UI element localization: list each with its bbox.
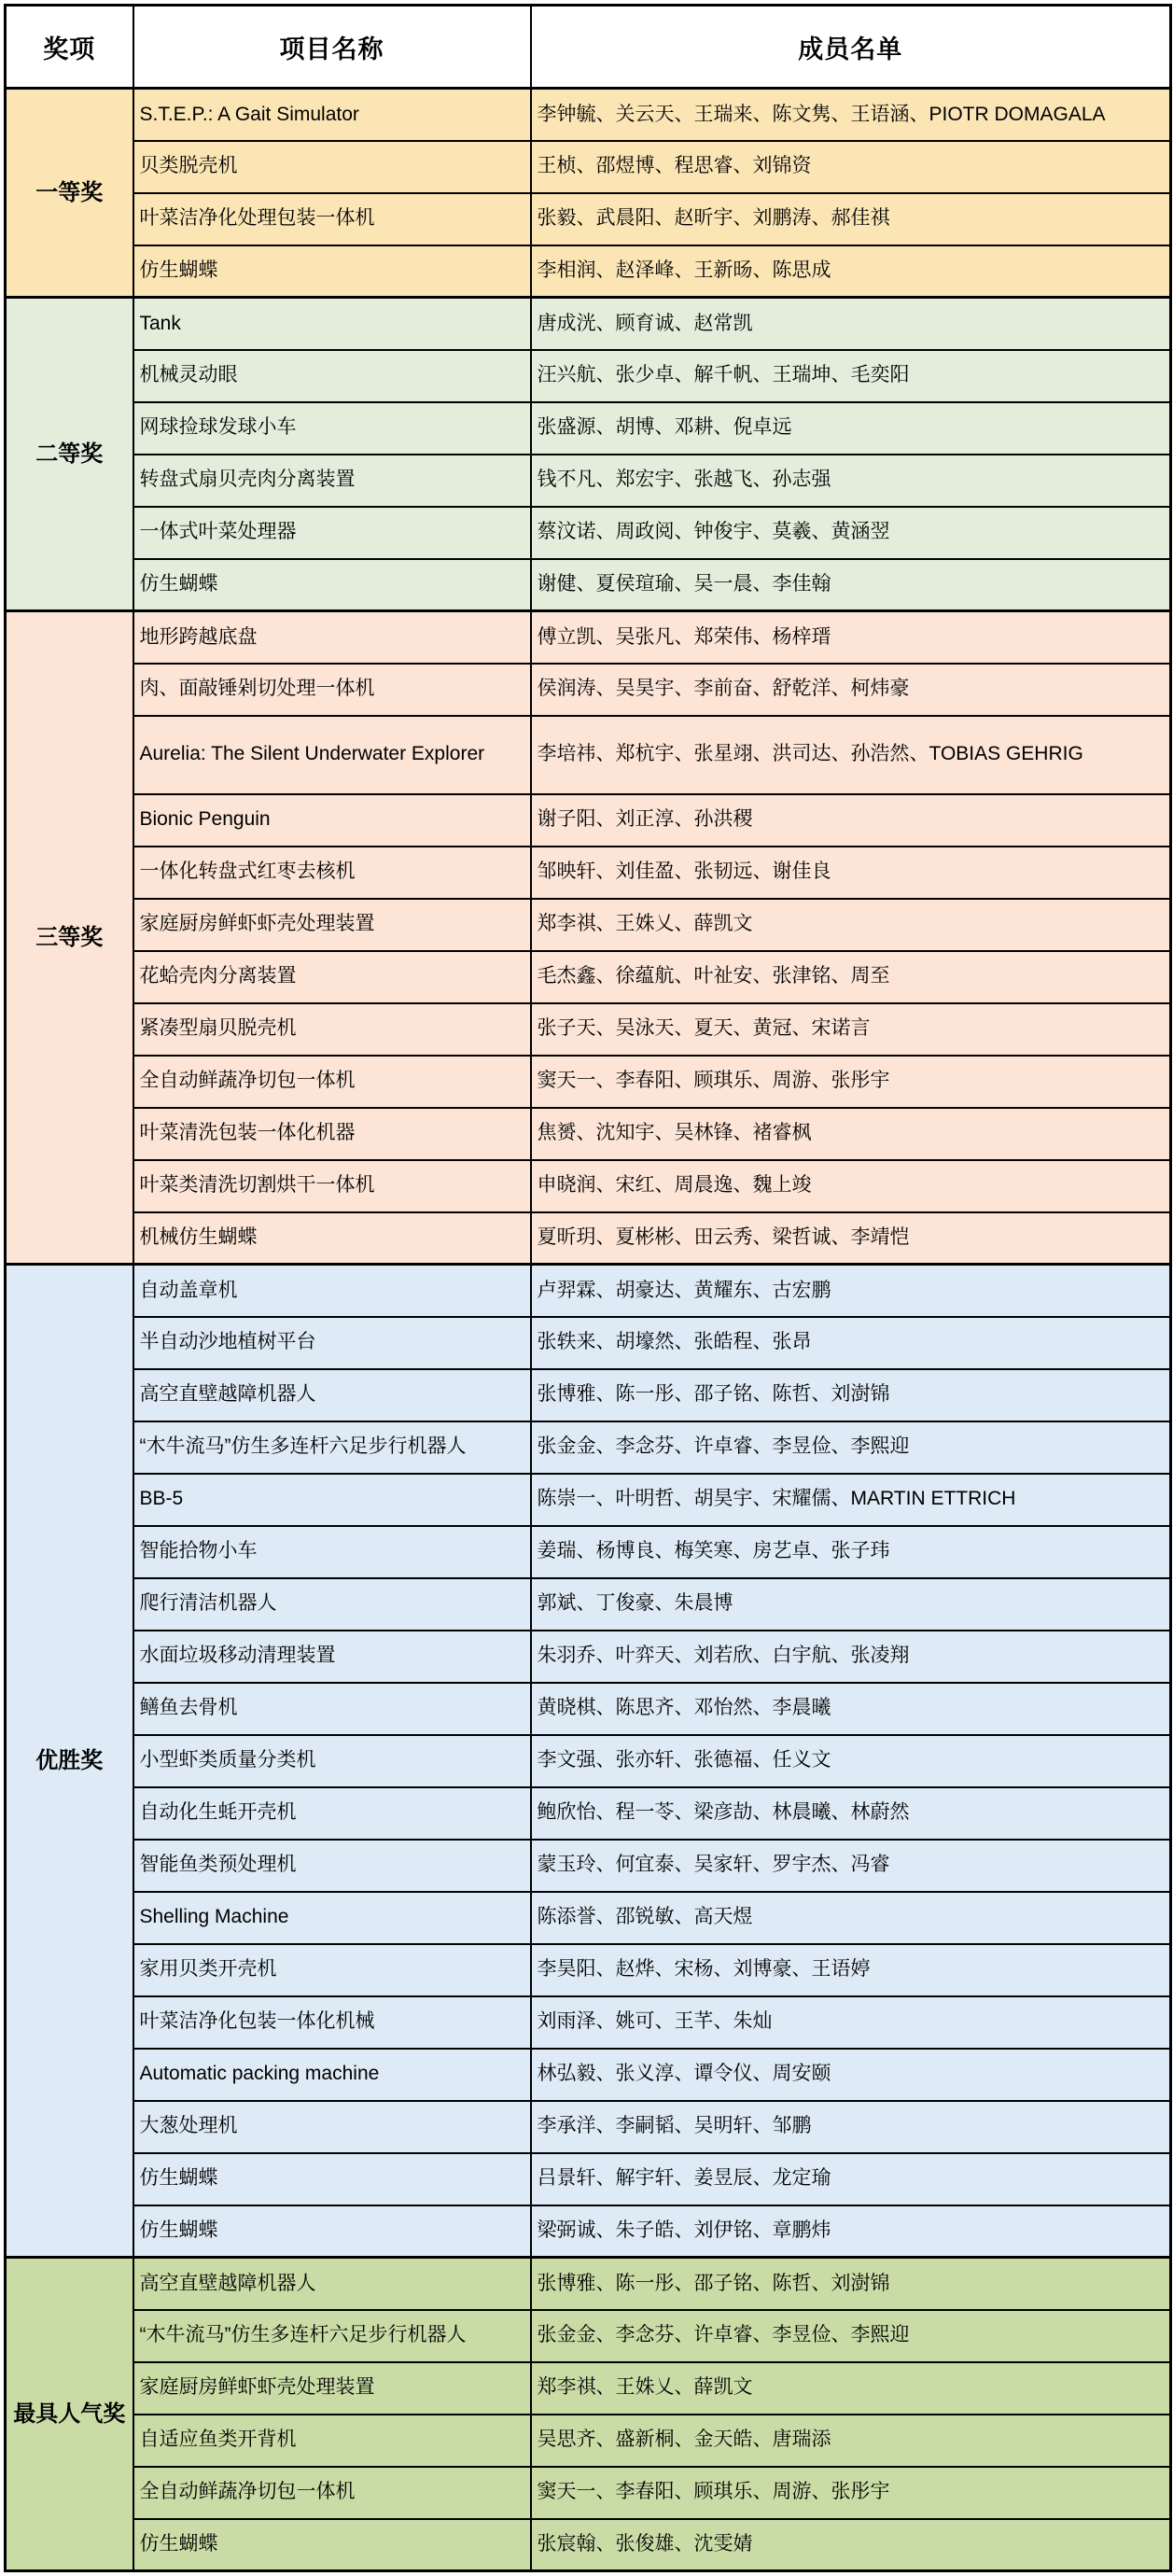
members-cell: 梁弼诚、朱子皓、刘伊铭、章鹏炜 [531,2205,1171,2258]
project-cell: “木牛流马”仿生多连杆六足步行机器人 [133,1421,531,1474]
table-row [6,1003,1171,1056]
table-row [6,1683,1171,1735]
project-cell: 叶菜清洗包装一体化机器 [133,1108,531,1160]
table-row [6,2153,1171,2205]
project-cell: 爬行清洁机器人 [133,1578,531,1631]
table-row [6,1996,1171,2049]
project-cell: Aurelia: The Silent Underwater Explorer [133,716,531,794]
members-cell: 姜瑞、杨博良、梅笑寒、房艺卓、张子玮 [531,1526,1171,1578]
members-cell: 郑李祺、王姝乂、薛凯文 [531,2362,1171,2415]
table-row [6,1526,1171,1578]
members-cell: 毛杰鑫、徐蕴航、叶祉安、张津铭、周至 [531,951,1171,1003]
members-cell: 陈崇一、叶明哲、胡昊宇、宋耀儒、MARTIN ETTRICH [531,1474,1171,1526]
project-cell: 网球捡球发球小车 [133,402,531,455]
members-cell: 申晓润、宋红、周晨逸、魏上竣 [531,1160,1171,1212]
members-cell: 张博雅、陈一彤、邵子铭、陈哲、刘澍锦 [531,2258,1171,2310]
project-cell: 叶菜洁净化包装一体化机械 [133,1996,531,2049]
members-cell: 刘雨泽、姚可、王芊、朱灿 [531,1996,1171,2049]
table-row [6,611,1171,664]
awards-table [4,4,1172,2572]
members-cell: 吴思齐、盛新桐、金天皓、唐瑞添 [531,2415,1171,2467]
members-cell: 王桢、邵煜博、程思睿、刘锦资 [531,141,1171,193]
table-row [6,899,1171,951]
table-row [6,2205,1171,2258]
table-row [6,245,1171,298]
project-cell: 仿生蝴蝶 [133,559,531,611]
table-row [6,1735,1171,1787]
table-row [6,507,1171,559]
table-row [6,794,1171,847]
members-cell: 谢子阳、刘正淳、孙洪稷 [531,794,1171,847]
members-cell: 钱不凡、郑宏宇、张越飞、孙志强 [531,455,1171,507]
table-row [6,716,1171,794]
project-cell: 自适应鱼类开背机 [133,2415,531,2467]
table-row [6,1212,1171,1265]
members-cell: 李昊阳、赵烨、宋杨、刘博豪、王语婷 [531,1944,1171,1996]
award-cell-second-prize: 二等奖 [6,298,133,611]
members-cell: 张金金、李念芬、许卓睿、李昱俭、李熙迎 [531,1421,1171,1474]
table-row [6,664,1171,716]
members-cell: 张轶来、胡壕然、张皓程、张昂 [531,1317,1171,1369]
header-award: 奖项 [6,6,133,89]
table-row [6,1317,1171,1369]
table-row [6,2519,1171,2571]
table-row [6,2310,1171,2362]
table-row [6,1578,1171,1631]
award-cell-third-prize: 三等奖 [6,611,133,1265]
project-cell: Bionic Penguin [133,794,531,847]
project-cell: 一体式叶菜处理器 [133,507,531,559]
project-cell: 高空直壁越障机器人 [133,2258,531,2310]
members-cell: 郑李祺、王姝乂、薛凯文 [531,899,1171,951]
members-cell: 汪兴航、张少卓、解千帆、王瑞坤、毛奕阳 [531,350,1171,402]
members-cell: 李承洋、李嗣韬、吴明轩、邹鹏 [531,2101,1171,2153]
project-cell: 高空直壁越障机器人 [133,1369,531,1421]
table-row [6,1056,1171,1108]
table-row [6,2049,1171,2101]
table-row [6,2101,1171,2153]
table-row [6,1840,1171,1892]
project-cell: 全自动鲜蔬净切包一体机 [133,1056,531,1108]
project-cell: 机械仿生蝴蝶 [133,1212,531,1265]
project-cell: 叶菜类清洗切割烘干一体机 [133,1160,531,1212]
members-cell: 窦天一、李春阳、顾琪乐、周游、张彤宇 [531,1056,1171,1108]
table-row [6,455,1171,507]
project-cell: 家用贝类开壳机 [133,1944,531,1996]
award-cell-popularity-prize: 最具人气奖 [6,2258,133,2571]
members-cell: 傅立凯、吴张凡、郑荣伟、杨梓瑨 [531,611,1171,664]
project-cell: 转盘式扇贝壳肉分离装置 [133,455,531,507]
project-cell: 紧凑型扇贝脱壳机 [133,1003,531,1056]
table-row [6,2467,1171,2519]
members-cell: 张金金、李念芬、许卓睿、李昱俭、李熙迎 [531,2310,1171,2362]
table-row [6,141,1171,193]
project-cell: 智能鱼类预处理机 [133,1840,531,1892]
table-row [6,951,1171,1003]
members-cell: 窦天一、李春阳、顾琪乐、周游、张彤宇 [531,2467,1171,2519]
table-row [6,1265,1171,1317]
members-cell: 李钟毓、关云天、王瑞来、陈文隽、王语涵、PIOTR DOMAGALA [531,89,1171,141]
members-cell: 郭斌、丁俊豪、朱晨博 [531,1578,1171,1631]
members-cell: 张博雅、陈一彤、邵子铭、陈哲、刘澍锦 [531,1369,1171,1421]
members-cell: 吕景轩、解宇轩、姜昱辰、龙定瑜 [531,2153,1171,2205]
project-cell: 全自动鲜蔬净切包一体机 [133,2467,531,2519]
members-cell: 张盛源、胡博、邓耕、倪卓远 [531,402,1171,455]
members-cell: 黄晓棋、陈思齐、邓怡然、李晨曦 [531,1683,1171,1735]
project-cell: 大葱处理机 [133,2101,531,2153]
project-cell: 贝类脱壳机 [133,141,531,193]
table-row [6,402,1171,455]
table-row [6,1474,1171,1526]
project-cell: 半自动沙地植树平台 [133,1317,531,1369]
table-header-row [6,6,1171,89]
table-row [6,193,1171,245]
members-cell: 李培祎、郑杭宇、张星翊、洪司达、孙浩然、TOBIAS GEHRIG [531,716,1171,794]
table-row [6,847,1171,899]
members-cell: 邹映轩、刘佳盈、张韧远、谢佳良 [531,847,1171,899]
members-cell: 张宸翰、张俊雄、沈雯婧 [531,2519,1171,2571]
header-members: 成员名单 [531,6,1171,89]
table-row [6,1787,1171,1840]
table-row [6,2415,1171,2467]
project-cell: 叶菜洁净化处理包装一体机 [133,193,531,245]
project-cell: BB-5 [133,1474,531,1526]
table-row [6,2362,1171,2415]
members-cell: 朱羽乔、叶弈天、刘若欣、白宇航、张凌翔 [531,1631,1171,1683]
table-row [6,1108,1171,1160]
project-cell: 仿生蝴蝶 [133,245,531,298]
project-cell: “木牛流马”仿生多连杆六足步行机器人 [133,2310,531,2362]
members-cell: 蒙玉玲、何宜泰、吴家轩、罗宇杰、冯睿 [531,1840,1171,1892]
project-cell: 自动化生蚝开壳机 [133,1787,531,1840]
table-row [6,89,1171,141]
award-cell-first-prize: 一等奖 [6,89,133,298]
project-cell: 花蛤壳肉分离装置 [133,951,531,1003]
members-cell: 卢羿霖、胡豪达、黄耀东、古宏鹏 [531,1265,1171,1317]
table-row [6,1421,1171,1474]
members-cell: 林弘毅、张义淳、谭令仪、周安颐 [531,2049,1171,2101]
project-cell: Shelling Machine [133,1892,531,1944]
members-cell: 焦赟、沈知宇、吴林锋、褚睿枫 [531,1108,1171,1160]
project-cell: Automatic packing machine [133,2049,531,2101]
members-cell: 李相润、赵泽峰、王新旸、陈思成 [531,245,1171,298]
project-cell: 一体化转盘式红枣去核机 [133,847,531,899]
table-row [6,1944,1171,1996]
table-row [6,350,1171,402]
table-row [6,1631,1171,1683]
table-row [6,559,1171,611]
project-cell: 家庭厨房鲜虾虾壳处理装置 [133,899,531,951]
project-cell: 鳝鱼去骨机 [133,1683,531,1735]
project-cell: 水面垃圾移动清理装置 [133,1631,531,1683]
project-cell: 仿生蝴蝶 [133,2153,531,2205]
table-row [6,2258,1171,2310]
table-row [6,298,1171,350]
members-cell: 陈添誉、邵锐敏、高天煜 [531,1892,1171,1944]
table-row [6,1369,1171,1421]
members-cell: 唐成洸、顾育诚、赵常凯 [531,298,1171,350]
members-cell: 侯润涛、吴昊宇、李前奋、舒乾洋、柯炜豪 [531,664,1171,716]
project-cell: 自动盖章机 [133,1265,531,1317]
members-cell: 张毅、武晨阳、赵昕宇、刘鹏涛、郝佳祺 [531,193,1171,245]
table-row [6,1160,1171,1212]
header-project: 项目名称 [133,6,531,89]
project-cell: 肉、面敲锤剁切处理一体机 [133,664,531,716]
members-cell: 谢健、夏侯瑄瑜、吴一晨、李佳翰 [531,559,1171,611]
project-cell: 机械灵动眼 [133,350,531,402]
project-cell: Tank [133,298,531,350]
project-cell: 家庭厨房鲜虾虾壳处理装置 [133,2362,531,2415]
project-cell: 仿生蝴蝶 [133,2205,531,2258]
members-cell: 李文强、张亦轩、张德福、任义文 [531,1735,1171,1787]
project-cell: 小型虾类质量分类机 [133,1735,531,1787]
table-row [6,1892,1171,1944]
project-cell: 地形跨越底盘 [133,611,531,664]
members-cell: 张子天、吴泳天、夏天、黄冠、宋诺言 [531,1003,1171,1056]
project-cell: 仿生蝴蝶 [133,2519,531,2571]
members-cell: 鲍欣怡、程一苓、梁彦劼、林晨曦、林蔚然 [531,1787,1171,1840]
project-cell: S.T.E.P.: A Gait Simulator [133,89,531,141]
project-cell: 智能拾物小车 [133,1526,531,1578]
members-cell: 蔡汶诺、周政阅、钟俊宇、莫羲、黄涵翌 [531,507,1171,559]
members-cell: 夏昕玥、夏彬彬、田云秀、梁哲诚、李靖恺 [531,1212,1171,1265]
award-cell-winning-prize: 优胜奖 [6,1265,133,2258]
